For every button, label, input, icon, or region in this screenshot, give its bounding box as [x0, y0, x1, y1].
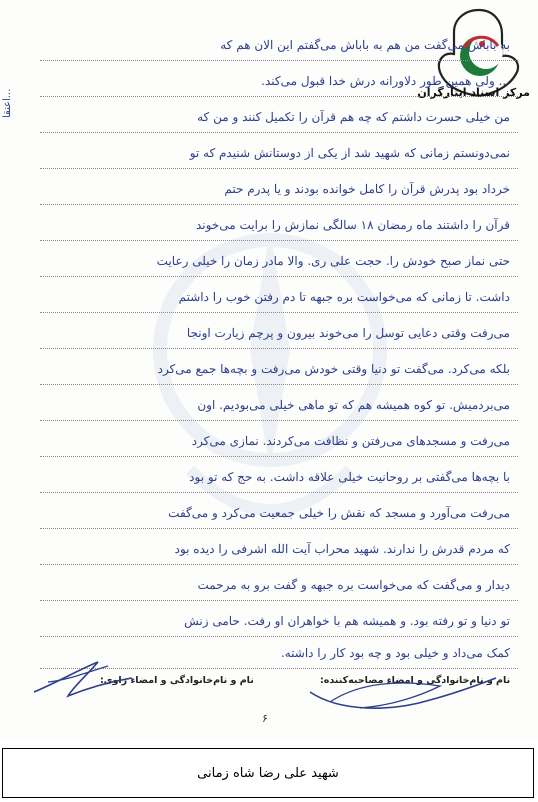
handwritten-line: می‌بردمیش. تو کوه همیشه هم که تو ماهی خیلی می‌بودیم. اون [197, 398, 510, 412]
handwritten-line: داشت. تا زمانی که می‌خواست بره جبهه تا دم رفتن خوب را داشتم [178, 290, 510, 304]
interviewer-signature-label: نام و نام‌خانوادگی و امضاء مصاحبه‌کننده: [320, 675, 511, 686]
logo-text: مرکز اسناد ایثارگران [417, 86, 530, 99]
handwritten-line: بلکه می‌کرد. می‌گفت تو دنیا وقتی خودش می‌رفت و بچه‌ها جمع می‌کرد [157, 362, 510, 376]
margin-note: اعتقا... [2, 88, 13, 118]
handwritten-line: به باباش می‌گفت من هم به باباش می‌گفتم این الان هم که [220, 38, 510, 52]
interviewee-signature-label: نام و نام‌خانوادگی و امضاء راوی: [100, 675, 254, 686]
interviewer-signature [300, 672, 500, 716]
caption-text: شهید علی رضا شاه زمانی [197, 765, 339, 781]
handwritten-line: من خیلی حسرت داشتم که چه هم قرآن را تکمیل کنند و من که [197, 110, 510, 124]
handwritten-line: دیدار و می‌گفت که می‌خواست بره جبهه و گفت برو به مرحمت [197, 578, 510, 592]
caption-box [2, 748, 534, 798]
handwritten-line: خرداد بود پدرش قرآن را کامل خوانده بودند و یا پدرم حتم [224, 182, 510, 196]
handwritten-line: می‌رفت می‌آورد و مسجد که نقش را خیلی جمعیت می‌کرد و می‌گفت [168, 506, 510, 520]
handwritten-line: قرآن را داشتند ماه رمضان ۱۸ سالگی نمازش را برایت می‌خوند [195, 218, 510, 232]
handwritten-line: ... ولی همین طور دلاورانه درش خدا قبول می‌کند. [261, 74, 510, 88]
interviewee-signature [28, 652, 138, 702]
handwritten-line: می‌رفت و مسجدهای می‌رفتن و نظافت می‌کردند. نمازی می‌کرد [191, 434, 510, 448]
handwritten-line: کمک می‌داد و خیلی بود و چه بود کار را داشته. [280, 646, 510, 660]
handwritten-line: با بچه‌ها می‌گفتی بر روحانیت خیلی علاقه داشت. به حج که تو بود [189, 470, 510, 484]
page-number: ۶ [262, 712, 268, 725]
handwritten-line: تو دنیا و تو رفته بود. و همیشه هم با خواهران او رفت. حامی زنش [184, 614, 510, 628]
handwritten-line: می‌رفت وقتی دعایی توسل را می‌خوند بیرون و پرچم زیارت اونجا [186, 326, 510, 340]
handwritten-line: که مردم قدرش را ندارند. شهید محراب آیت الله اشرفی را دیده بود [174, 542, 510, 556]
handwritten-line: حتی نماز صبح خودش را. حجت علی ری. والا مادر زمان را خیلی رعایت [156, 254, 510, 268]
handwritten-line: نمی‌دونستم زمانی که شهید شد از یکی از دوستانش شنیدم که تو [189, 146, 510, 160]
